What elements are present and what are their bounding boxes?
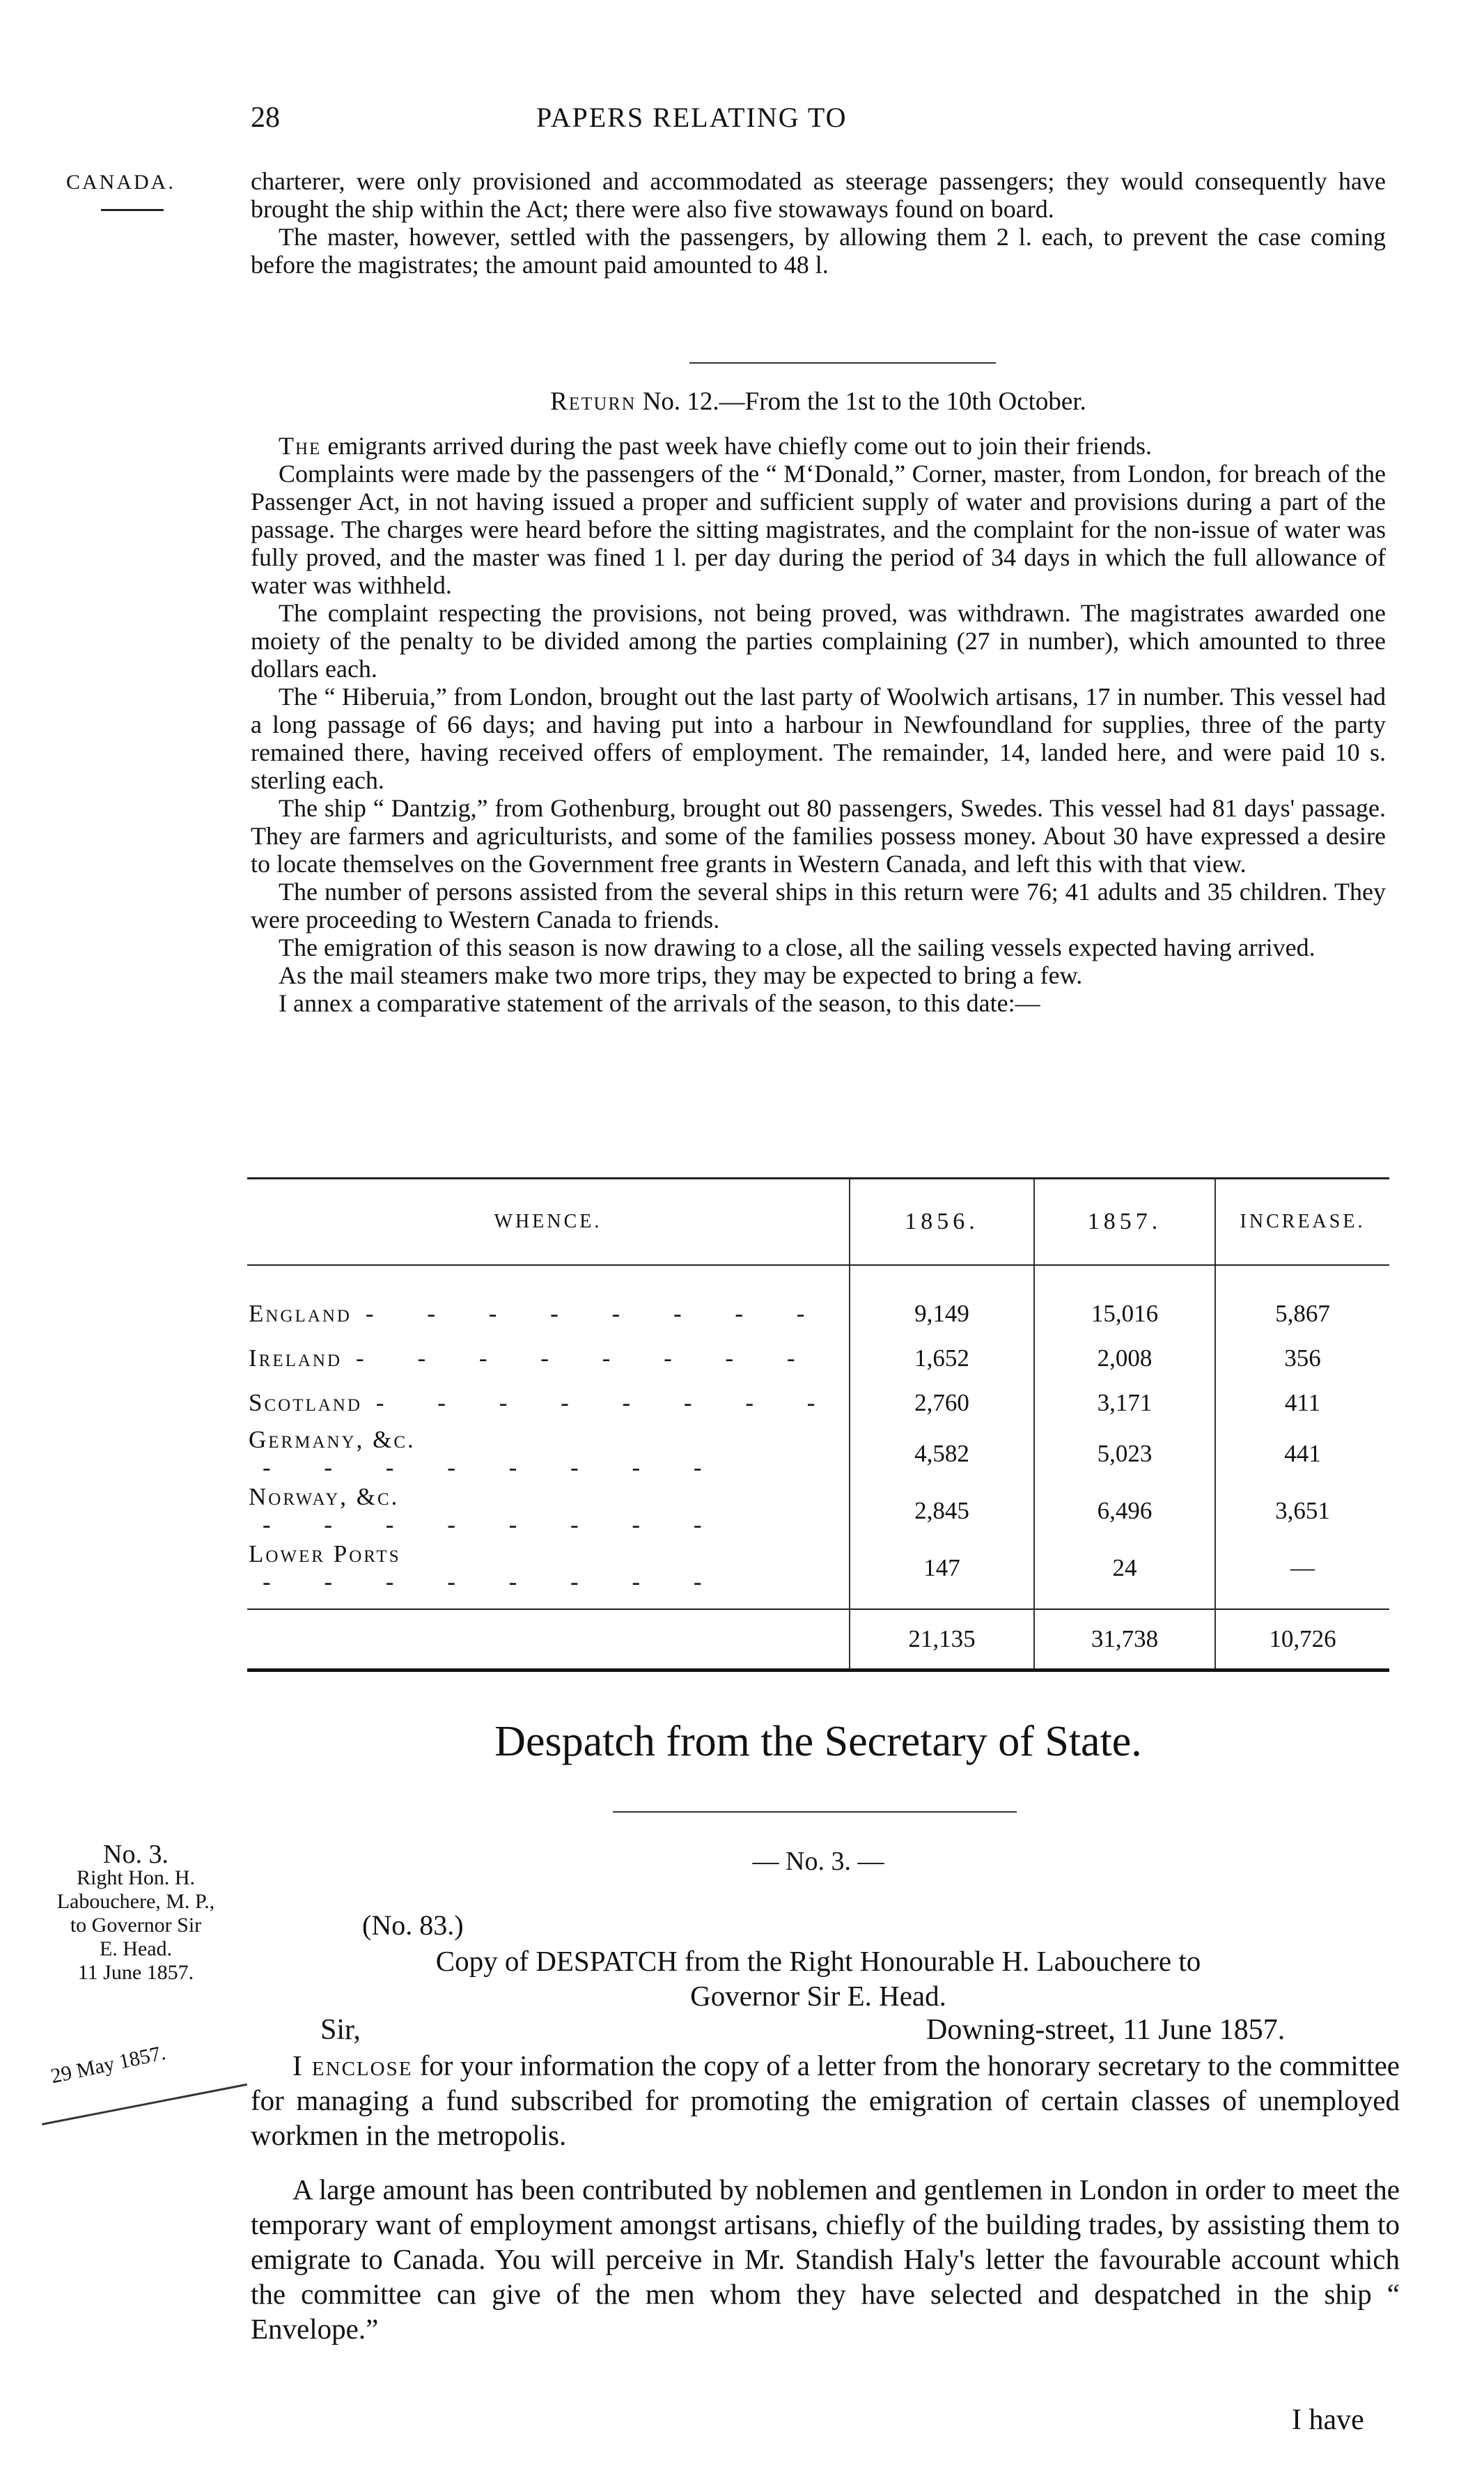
table-row (247, 1265, 1389, 1336)
return-paragraph: The ship “ Dantzig,” from Gothenburg, brought out 80 passengers, Swedes. This vessel had 81 days' passage. They are farmers and agriculturists, and some of the families possess money. About 30 have expressed a desire to locate themselves on the Government free grants in Western Canada, and left this with that view. (251, 794, 1386, 878)
header-1857: 1857. (1034, 1179, 1215, 1266)
cell-1856: 9,149 (850, 1265, 1034, 1336)
intro-section (251, 167, 1386, 279)
intro-paragraph-2: The master, however, settled with the passengers, by allowing them 2 l. each, to prevent the case coming before the magistrates; the amount paid amounted to 48 l. (251, 223, 1386, 279)
table-row (247, 1540, 1389, 1609)
catchword: I have (1292, 2404, 1364, 2436)
letter-body (251, 2048, 1400, 2346)
leader-dots: - - - - - - - - (263, 1454, 726, 1481)
side-note (21, 1840, 251, 1985)
row-label: Norway, &c.- - - - - - - - (249, 1483, 726, 1538)
leader-dots: - - - - - - - - (356, 1344, 819, 1372)
cell-increase: — (1215, 1540, 1389, 1609)
despatch-number-paren: (No. 83.) (362, 1909, 464, 1941)
return-paragraph: The “ Hiberuia,” from London, brought out the last party of Woolwich artisans, 17 in number. This vessel had a long passage of 66 days; and having put into a harbour in Newfoundland for supplies, three of the party remained there, having received offers of employment. The remainder, 14, landed here, and were paid 10 s. sterling each. (251, 683, 1386, 794)
section-divider (689, 362, 996, 364)
leader-dots: - - - - - - - - (375, 1389, 839, 1416)
table-header-row (247, 1179, 1389, 1266)
page-number: 28 (251, 102, 280, 134)
side-note-number: No. 3. (103, 1840, 169, 1869)
cell-1857: 15,016 (1034, 1265, 1215, 1336)
cell-1857: 2,008 (1034, 1336, 1215, 1381)
cell-increase: 411 (1215, 1381, 1389, 1425)
arrivals-table (247, 1177, 1389, 1672)
despatch-heading: Despatch from the Secretary of State. (494, 1718, 1142, 1765)
side-note-line: Labouchere, M. P., (56, 1890, 215, 1913)
cell-1857: 5,023 (1034, 1425, 1215, 1482)
cell-increase: 356 (1215, 1336, 1389, 1381)
table-row (247, 1336, 1389, 1381)
total-label-cell (247, 1609, 850, 1670)
return-paragraph: The number of persons assisted from the several ships in this return were 76; 41 adults and 35 children. They were proceeding to Western Canada to friends. (251, 878, 1386, 933)
side-date-underline (42, 2084, 247, 2125)
despatch-number: — No. 3. — (752, 1847, 884, 1876)
row-label: Ireland - - - - - - - - (249, 1344, 819, 1372)
cell-increase: 441 (1215, 1425, 1389, 1482)
row-label: England - - - - - - - - (249, 1300, 829, 1327)
cell-1857: 3,171 (1034, 1381, 1215, 1425)
return-paragraph: I annex a comparative statement of the arrivals of the season, to this date:— (279, 989, 1040, 1017)
header-whence: WHENCE. (247, 1179, 850, 1266)
cell-1856: 1,652 (850, 1336, 1034, 1381)
header-increase: INCREASE. (1215, 1179, 1389, 1266)
cell-1856: 4,582 (850, 1425, 1034, 1482)
copy-title-line-2: Governor Sir E. Head. (690, 1980, 946, 2012)
row-label: Scotland - - - - - - - - (249, 1389, 839, 1416)
return-body (251, 432, 1386, 1017)
return-title-lead: Return (550, 387, 636, 416)
letter-paragraph-2: A large amount has been contributed by noblemen and gentlemen in London in order to meet the temporary want of employment amongst artisans, chiefly of the building trades, by assisting them to emigrate to Canada. You will perceive in Mr. Standish Haly's letter the favourable account which the committee can give of the men whom they have selected and despatched in the ship “ Envelope.” (251, 2173, 1400, 2345)
dateline: Downing-street, 11 June 1857. (926, 2014, 1286, 2046)
return-paragraph-text: emigrants arrived during the past week have chiefly come out to join their friends. (327, 432, 1152, 460)
letter-lead-word: I enclose (292, 2049, 413, 2081)
side-note-line: 11 June 1857. (77, 1961, 194, 1984)
row-label: Lower Ports- - - - - - - - (249, 1540, 726, 1595)
leader-dots: - - - - - - - - (263, 1568, 726, 1595)
cell-1857: 6,496 (1034, 1482, 1215, 1540)
table-total-row (247, 1609, 1389, 1670)
running-title: PAPERS RELATING TO (536, 102, 848, 133)
cell-1857: 24 (1034, 1540, 1215, 1609)
row-label: Germany, &c.- - - - - - - - (249, 1426, 726, 1481)
total-increase: 10,726 (1215, 1609, 1389, 1670)
table-row (247, 1425, 1389, 1482)
cell-1856: 147 (850, 1540, 1034, 1609)
return-paragraph (251, 432, 1386, 460)
side-note-line: Right Hon. H. (76, 1866, 195, 1889)
copy-title (251, 1944, 1386, 2013)
salutation: Sir, (320, 2014, 361, 2046)
copy-title-line-1: Copy of DESPATCH from the Right Honourable H. Labouchere to (435, 1945, 1201, 1977)
return-paragraph: Complaints were made by the passengers of the “ M‘Donald,” Corner, master, from London, for breach of the Passenger Act, in not having issued a proper and sufficient supply of water and provisions during a part of the passage. The charges were heard before the sitting magistrates, and the complaint for the non-issue of water was fully proved, and the master was fined 1 l. per day during the period of 34 days in which the full allowance of water was withheld. (251, 460, 1386, 599)
side-date: 29 May 1857. (49, 2041, 168, 2088)
cell-increase: 3,651 (1215, 1482, 1389, 1540)
leader-dots: - - - - - - - - (365, 1300, 829, 1327)
table-row (247, 1381, 1389, 1425)
heading-divider (613, 1811, 1017, 1813)
letter-paragraph-1 (251, 2048, 1400, 2153)
total-1857: 31,738 (1034, 1609, 1215, 1670)
margin-divider (101, 209, 164, 211)
margin-label-canada: CANADA. (66, 171, 175, 194)
letter-paragraph-text: for your information the copy of a letter from the honorary secretary to the committee for managing a fund subscribed for promoting the emigration of certain classes of unemployed workmen in the metropolis. (251, 2049, 1400, 2151)
return-title (251, 387, 1386, 417)
side-note-line: to Governor Sir (70, 1914, 202, 1937)
header-1856: 1856. (850, 1179, 1034, 1266)
return-paragraph: As the mail steamers make two more trips, they may be expected to bring a few. (279, 961, 1083, 989)
return-paragraph: The emigration of this season is now drawing to a close, all the sailing vessels expected having arrived. (279, 933, 1315, 961)
return-paragraph: The complaint respecting the provisions, not being proved, was withdrawn. The magistrates awarded one moiety of the penalty to be divided among the parties complaining (27 in number), which amounted to three dollars each. (251, 599, 1386, 683)
intro-paragraph-1: charterer, were only provisioned and accommodated as steerage passengers; they would consequently have brought the ship within the Act; there were also five stowaways found on board. (251, 167, 1386, 223)
table-row (247, 1482, 1389, 1540)
side-note-line: E. Head. (99, 1937, 173, 1960)
total-1856: 21,135 (850, 1609, 1034, 1670)
return-lead-word: The (279, 432, 322, 460)
cell-1856: 2,845 (850, 1482, 1034, 1540)
cell-1856: 2,760 (850, 1381, 1034, 1425)
cell-increase: 5,867 (1215, 1265, 1389, 1336)
leader-dots: - - - - - - - - (263, 1511, 726, 1538)
return-title-rest: No. 12.—From the 1st to the 10th October. (642, 387, 1086, 416)
